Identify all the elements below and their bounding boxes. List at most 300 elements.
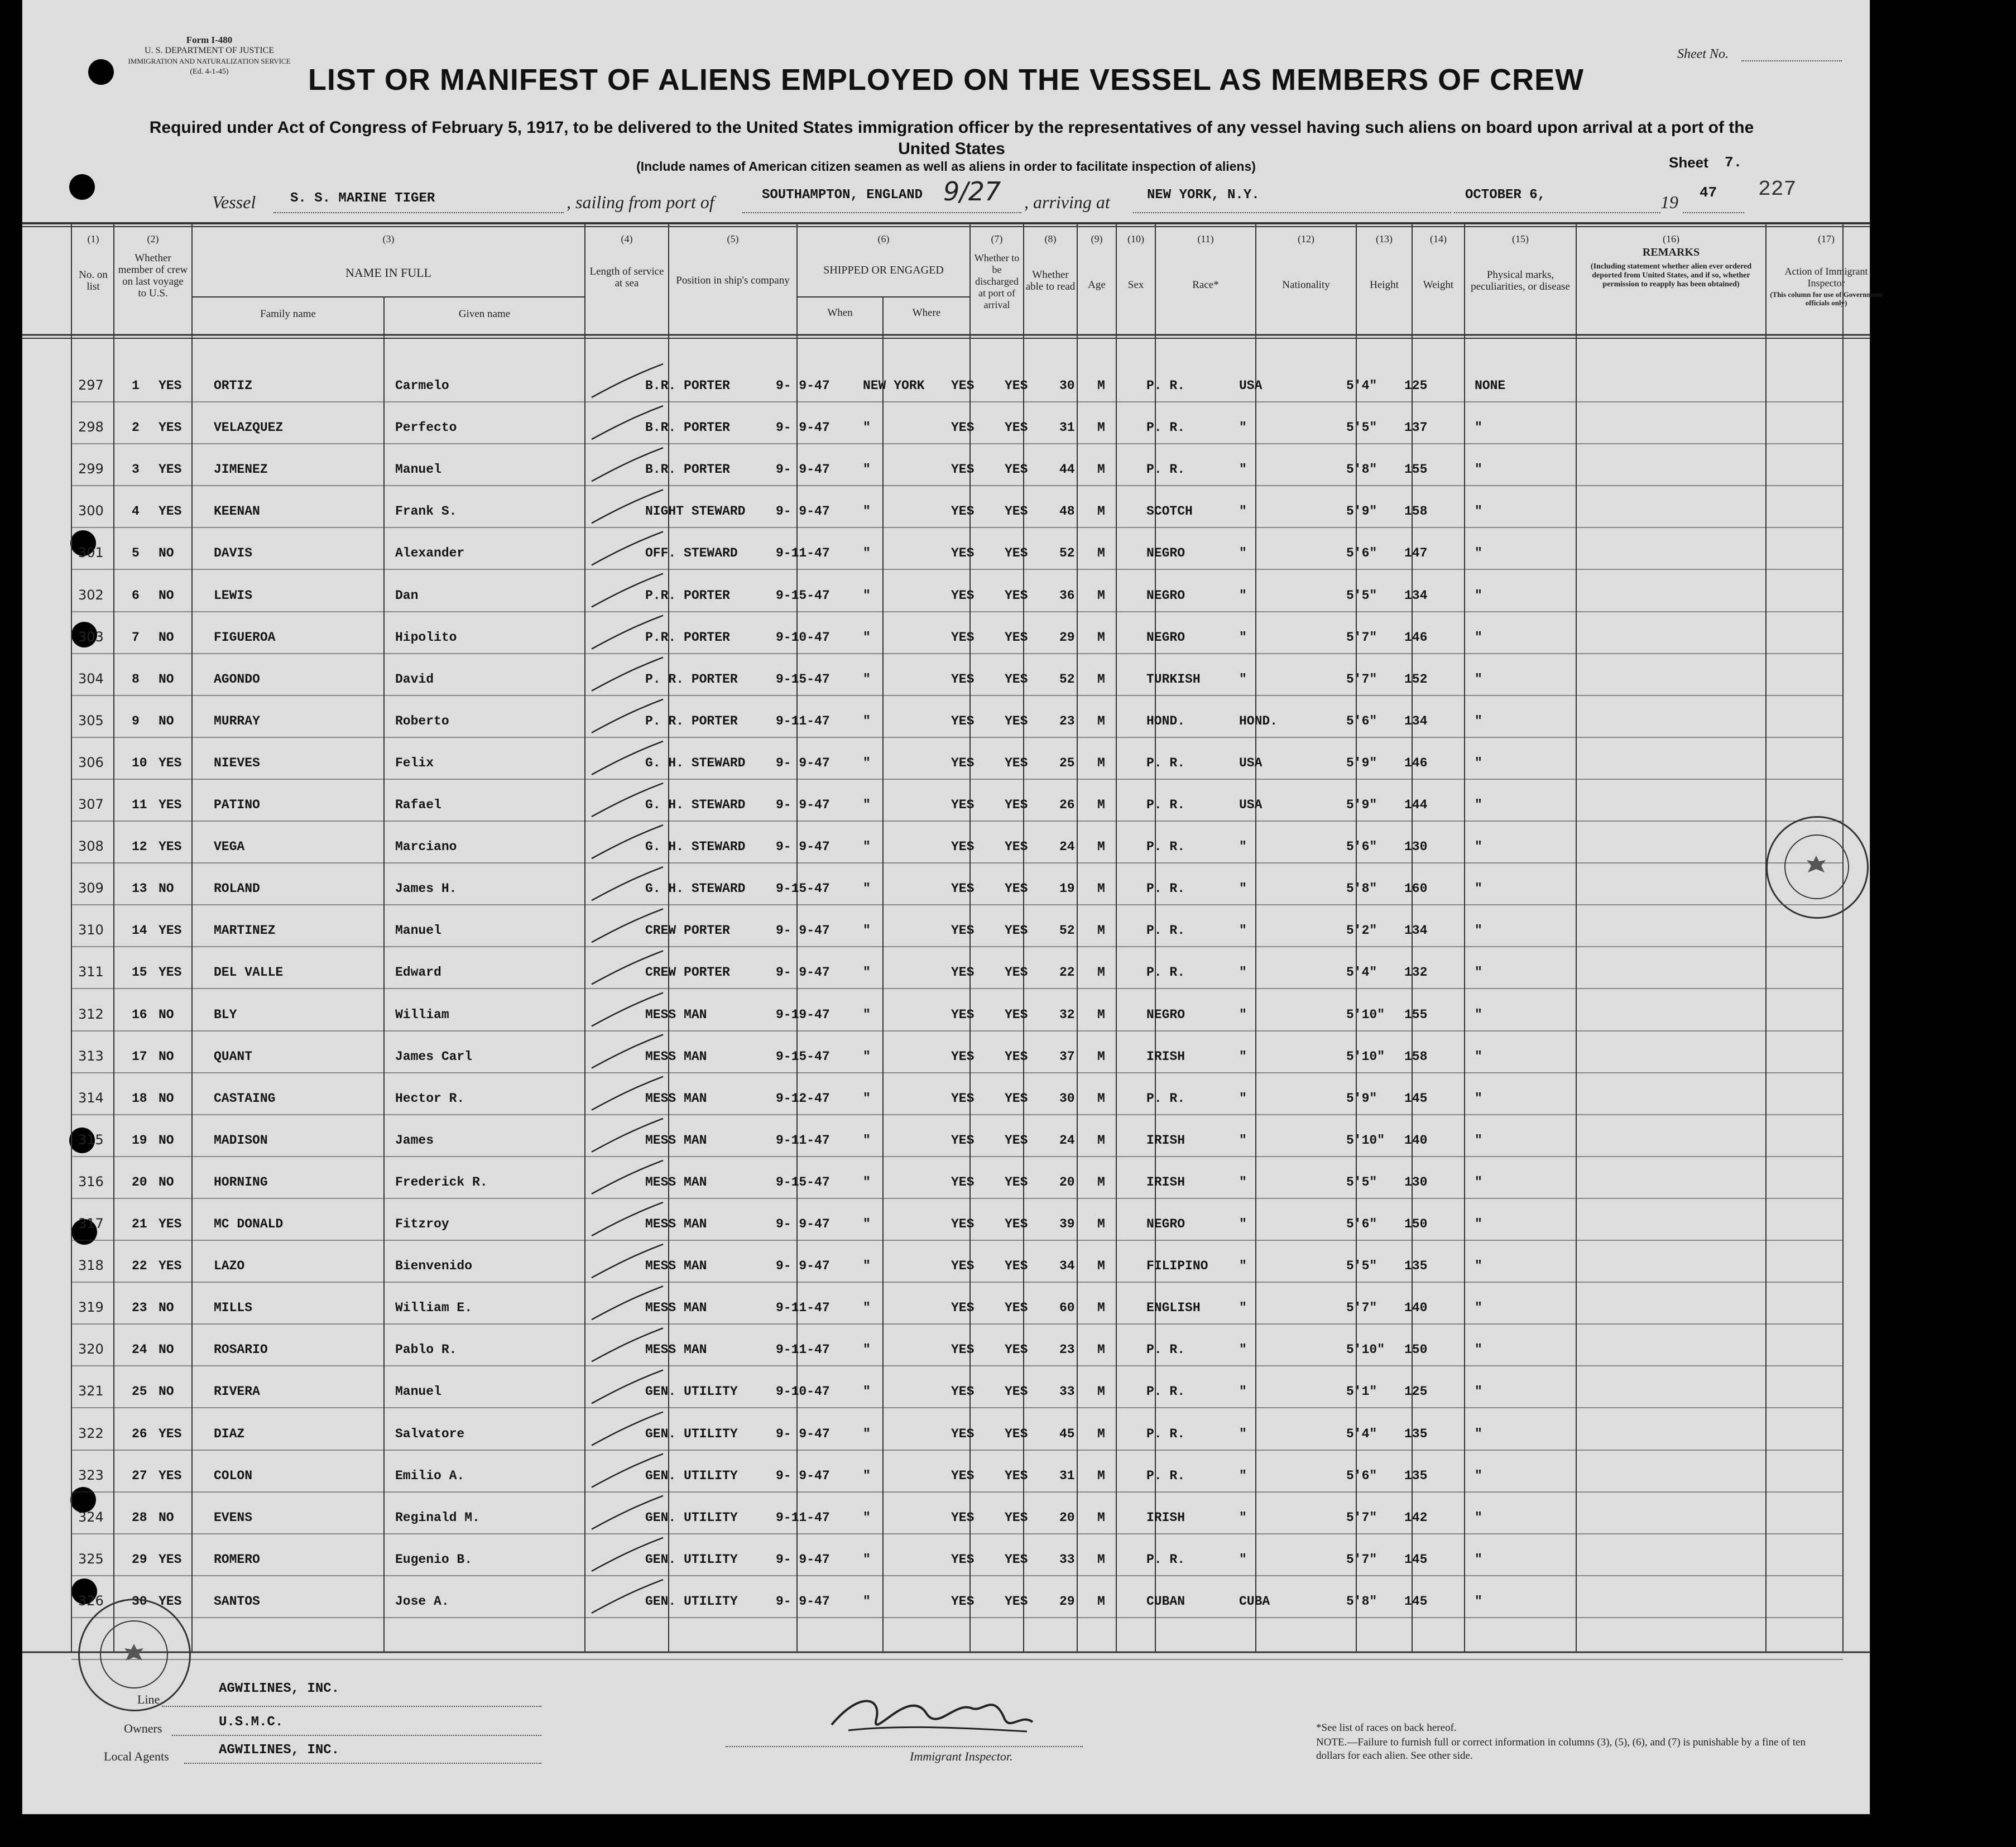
cell-physical-marks: " bbox=[1475, 420, 1482, 435]
cell-shipped-where: " bbox=[863, 1426, 871, 1441]
cell-given-name: Jose A. bbox=[395, 1594, 449, 1609]
cell-discharged: YES bbox=[951, 462, 975, 477]
cell-race: P. R. bbox=[1146, 378, 1185, 393]
cell-previous-voyage: YES bbox=[159, 1594, 182, 1609]
cell-able-to-read: YES bbox=[1005, 965, 1028, 980]
cell-able-to-read: YES bbox=[1005, 1342, 1028, 1357]
cell-family-name: VELAZQUEZ bbox=[214, 420, 284, 435]
cell-race: IRISH bbox=[1146, 1133, 1185, 1148]
cell-position: MESS MAN bbox=[645, 1091, 707, 1106]
cell-sex: M bbox=[1097, 1468, 1105, 1483]
form-service: IMMIGRATION AND NATURALIZATION SERVICE bbox=[128, 57, 291, 65]
cell-age: 37 bbox=[1059, 1049, 1075, 1064]
cell-shipped-where: " bbox=[863, 798, 871, 812]
cell-weight: 158 bbox=[1404, 504, 1428, 519]
cell-shipped-when: 9-10-47 bbox=[776, 1384, 830, 1399]
cell-physical-marks: " bbox=[1475, 798, 1482, 812]
cell-sex: M bbox=[1097, 713, 1105, 728]
cell-shipped-when: 9-12-47 bbox=[776, 1091, 830, 1106]
cell-weight: 130 bbox=[1404, 1174, 1428, 1189]
footer-line-value: AGWILINES, INC. bbox=[219, 1681, 340, 1696]
cell-physical-marks: " bbox=[1475, 755, 1482, 770]
cell-age: 32 bbox=[1059, 1007, 1075, 1022]
cell-given-name: Fitzroy bbox=[395, 1217, 449, 1231]
cell-discharged: YES bbox=[951, 1301, 975, 1316]
cell-height: 5'7" bbox=[1346, 1552, 1377, 1567]
cell-discharged: YES bbox=[951, 630, 975, 645]
cell-able-to-read: YES bbox=[1005, 630, 1028, 645]
cell-height: 5'4" bbox=[1346, 965, 1377, 980]
cell-able-to-read: YES bbox=[1005, 671, 1028, 687]
cell-family-name: LAZO bbox=[214, 1259, 245, 1274]
cell-no: 30 bbox=[132, 1594, 147, 1609]
cell-nationality: " bbox=[1239, 420, 1247, 435]
cell-weight: 140 bbox=[1404, 1301, 1428, 1316]
cell-sex: M bbox=[1097, 671, 1105, 687]
cell-sex: M bbox=[1097, 923, 1105, 938]
col-11-number: (11) bbox=[1197, 233, 1214, 244]
cell-able-to-read: YES bbox=[1005, 420, 1028, 435]
sailing-label: , sailing from port of bbox=[567, 192, 714, 212]
cell-height: 5'6" bbox=[1346, 1468, 1377, 1483]
cell-family-name: MC DONALD bbox=[214, 1217, 284, 1231]
cell-family-name: PATINO bbox=[214, 798, 260, 812]
footer-agents-value: AGWILINES, INC. bbox=[219, 1743, 340, 1758]
cell-line-number: 321 bbox=[78, 1383, 104, 1399]
cell-shipped-where: " bbox=[863, 713, 871, 728]
cell-line-number: 299 bbox=[78, 461, 104, 477]
cell-nationality: " bbox=[1239, 1217, 1247, 1231]
cell-height: 5'10" bbox=[1346, 1342, 1385, 1357]
cell-given-name: James bbox=[395, 1133, 434, 1148]
cell-physical-marks: " bbox=[1475, 839, 1482, 855]
col-14-header: Weight bbox=[1423, 279, 1454, 291]
cell-weight: 135 bbox=[1404, 1468, 1428, 1483]
cell-given-name: Eugenio B. bbox=[395, 1552, 473, 1567]
cell-line-number: 303 bbox=[78, 629, 104, 645]
col-7-header: Whether to be discharged at port of arrival bbox=[974, 252, 1020, 310]
cell-nationality: " bbox=[1239, 1007, 1247, 1022]
cell-height: 5'6" bbox=[1346, 546, 1377, 561]
cell-previous-voyage: NO bbox=[159, 713, 174, 728]
cell-race: P. R. bbox=[1146, 839, 1185, 855]
cell-shipped-when: 9- 9-47 bbox=[776, 965, 830, 980]
cell-shipped-when: 9-11-47 bbox=[776, 1342, 830, 1357]
cell-previous-voyage: NO bbox=[159, 1049, 174, 1064]
col-5-header: Position in ship's company bbox=[676, 275, 790, 286]
cell-previous-voyage: NO bbox=[159, 588, 174, 603]
cell-shipped-when: 9- 9-47 bbox=[776, 755, 830, 770]
cell-position: OFF. STEWARD bbox=[645, 546, 738, 561]
cell-sex: M bbox=[1097, 755, 1105, 770]
cell-no: 6 bbox=[132, 588, 140, 603]
cell-shipped-when: 9-15-47 bbox=[776, 881, 830, 896]
cell-previous-voyage: NO bbox=[159, 546, 174, 561]
cell-able-to-read: YES bbox=[1005, 546, 1028, 561]
cell-family-name: RIVERA bbox=[214, 1384, 260, 1399]
col-6-where-header: Where bbox=[912, 307, 941, 319]
cell-no: 24 bbox=[132, 1342, 147, 1357]
col-12-header: Nationality bbox=[1282, 279, 1330, 291]
cell-given-name: Edward bbox=[395, 965, 441, 980]
cell-physical-marks: " bbox=[1475, 1133, 1482, 1148]
departure-handwritten: 9/27 bbox=[943, 176, 1001, 207]
cell-weight: 147 bbox=[1404, 546, 1428, 561]
cell-able-to-read: YES bbox=[1005, 378, 1028, 393]
col-5-number: (5) bbox=[727, 233, 739, 244]
footer-owners-rule bbox=[172, 1735, 541, 1736]
cell-sex: M bbox=[1097, 378, 1105, 393]
cell-given-name: Perfecto bbox=[395, 420, 457, 435]
cell-weight: 142 bbox=[1404, 1510, 1428, 1525]
cell-no: 25 bbox=[132, 1384, 147, 1399]
cell-nationality: HOND. bbox=[1239, 713, 1278, 728]
form-department: U. S. DEPARTMENT OF JUSTICE bbox=[145, 46, 274, 55]
cell-line-number: 305 bbox=[78, 712, 104, 728]
cell-shipped-when: 9- 9-47 bbox=[776, 1217, 830, 1231]
cell-line-number: 306 bbox=[78, 754, 104, 770]
cell-discharged: YES bbox=[951, 671, 975, 687]
cell-no: 17 bbox=[132, 1049, 147, 1064]
cell-height: 5'8" bbox=[1346, 1594, 1377, 1609]
cell-nationality: " bbox=[1239, 504, 1247, 519]
cell-discharged: YES bbox=[951, 1426, 975, 1441]
cell-position: P. R. PORTER bbox=[645, 713, 738, 728]
cell-sex: M bbox=[1097, 965, 1105, 980]
cell-no: 3 bbox=[132, 462, 140, 477]
inspector-rule bbox=[726, 1746, 1083, 1747]
cell-position: GEN. UTILITY bbox=[645, 1426, 738, 1441]
cell-given-name: Alexander bbox=[395, 546, 465, 561]
cell-previous-voyage: YES bbox=[159, 504, 182, 519]
cell-physical-marks: " bbox=[1475, 1174, 1482, 1189]
cell-weight: 150 bbox=[1404, 1342, 1428, 1357]
cell-discharged: YES bbox=[951, 881, 975, 896]
cell-previous-voyage: YES bbox=[159, 462, 182, 477]
cell-shipped-when: 9- 9-47 bbox=[776, 1468, 830, 1483]
col-1-header: No. on list bbox=[79, 269, 108, 292]
cell-age: 23 bbox=[1059, 1342, 1075, 1357]
cell-shipped-where: " bbox=[863, 839, 871, 855]
cell-given-name: Hector R. bbox=[395, 1091, 465, 1106]
cell-no: 4 bbox=[132, 504, 140, 519]
cell-shipped-when: 9- 9-47 bbox=[776, 462, 830, 477]
cell-shipped-when: 9-19-47 bbox=[776, 1007, 830, 1022]
cell-weight: 155 bbox=[1404, 462, 1428, 477]
cell-line-number: 315 bbox=[78, 1131, 104, 1148]
cell-line-number: 316 bbox=[78, 1173, 104, 1189]
cell-family-name: HORNING bbox=[214, 1174, 268, 1189]
cell-no: 9 bbox=[132, 713, 140, 728]
to-port: NEW YORK, N.Y. bbox=[1147, 188, 1260, 203]
page-subtitle: Required under Act of Congress of February 5, 1917, to be delivered to the United States immigration officer by the representatives of any vessel having such aliens on board upon arrival at a port of the United States bbox=[149, 118, 1754, 158]
cell-nationality: " bbox=[1239, 1091, 1247, 1106]
cell-given-name: David bbox=[395, 671, 434, 687]
cell-shipped-where: " bbox=[863, 1510, 871, 1525]
cell-shipped-when: 9-10-47 bbox=[776, 630, 830, 645]
col-15-number: (15) bbox=[1512, 233, 1529, 244]
cell-given-name: James Carl bbox=[395, 1049, 473, 1064]
cell-previous-voyage: YES bbox=[159, 798, 182, 812]
inspector-label: Immigrant Inspector. bbox=[910, 1749, 1013, 1763]
cell-shipped-where: " bbox=[863, 923, 871, 938]
cell-age: 45 bbox=[1059, 1426, 1075, 1441]
cell-previous-voyage: NO bbox=[159, 671, 174, 687]
cell-age: 33 bbox=[1059, 1552, 1075, 1567]
cell-able-to-read: YES bbox=[1005, 713, 1028, 728]
cell-race: TURKISH bbox=[1146, 671, 1201, 687]
cell-previous-voyage: YES bbox=[159, 420, 182, 435]
cell-sex: M bbox=[1097, 1552, 1105, 1567]
cell-no: 11 bbox=[132, 798, 147, 812]
col-6-header: SHIPPED OR ENGAGED bbox=[823, 264, 944, 276]
cell-able-to-read: YES bbox=[1005, 1384, 1028, 1399]
cell-given-name: Manuel bbox=[395, 923, 441, 938]
cell-line-number: 320 bbox=[78, 1341, 104, 1357]
cell-position: G. H. STEWARD bbox=[645, 755, 746, 770]
cell-nationality: " bbox=[1239, 881, 1247, 896]
cell-discharged: YES bbox=[951, 1133, 975, 1148]
cell-sex: M bbox=[1097, 1174, 1105, 1189]
cell-no: 14 bbox=[132, 923, 147, 938]
cell-previous-voyage: NO bbox=[159, 1510, 174, 1525]
cell-no: 20 bbox=[132, 1174, 147, 1189]
cell-sex: M bbox=[1097, 1301, 1105, 1316]
cell-previous-voyage: NO bbox=[159, 1133, 174, 1148]
cell-nationality: " bbox=[1239, 1384, 1247, 1399]
cell-given-name: William bbox=[395, 1007, 449, 1022]
cell-previous-voyage: NO bbox=[159, 1007, 174, 1022]
footer-agents-label: Local Agents bbox=[104, 1749, 169, 1763]
cell-age: 52 bbox=[1059, 546, 1075, 561]
cell-position: B.R. PORTER bbox=[645, 378, 730, 393]
cell-shipped-where: " bbox=[863, 671, 871, 687]
cell-height: 5'9" bbox=[1346, 755, 1377, 770]
cell-physical-marks: " bbox=[1475, 671, 1482, 687]
cell-no: 19 bbox=[132, 1133, 147, 1148]
cell-position: GEN. UTILITY bbox=[645, 1468, 738, 1483]
cell-position: B.R. PORTER bbox=[645, 462, 730, 477]
cell-shipped-where: " bbox=[863, 462, 871, 477]
cell-previous-voyage: NO bbox=[159, 1342, 174, 1357]
cell-shipped-where: " bbox=[863, 1259, 871, 1274]
cell-age: 24 bbox=[1059, 1133, 1075, 1148]
cell-family-name: SANTOS bbox=[214, 1594, 260, 1609]
cell-given-name: Dan bbox=[395, 588, 419, 603]
cell-race: NEGRO bbox=[1146, 630, 1185, 645]
cell-position: G. H. STEWARD bbox=[645, 798, 746, 812]
cell-shipped-where: " bbox=[863, 1594, 871, 1609]
cell-given-name: William E. bbox=[395, 1301, 473, 1316]
cell-weight: 125 bbox=[1404, 1384, 1428, 1399]
cell-shipped-where: " bbox=[863, 1049, 871, 1064]
cell-sex: M bbox=[1097, 462, 1105, 477]
cell-discharged: YES bbox=[951, 965, 975, 980]
cell-race: NEGRO bbox=[1146, 546, 1185, 561]
consulate-stamp-bottom bbox=[78, 1599, 191, 1711]
include-note: (Include names of American citizen seamen as well as aliens in order to facilitate inspection of aliens) bbox=[636, 159, 1256, 174]
year-prefix: 19 bbox=[1660, 192, 1678, 212]
cell-line-number: 309 bbox=[78, 880, 104, 896]
cell-weight: 155 bbox=[1404, 1007, 1428, 1022]
cell-position: GEN. UTILITY bbox=[645, 1594, 738, 1609]
cell-sex: M bbox=[1097, 1091, 1105, 1106]
cell-nationality: " bbox=[1239, 1510, 1247, 1525]
footer-owners-value: U.S.M.C. bbox=[219, 1715, 284, 1730]
consulate-stamp bbox=[1766, 816, 1869, 919]
cell-weight: 152 bbox=[1404, 671, 1428, 687]
cell-discharged: YES bbox=[951, 1468, 975, 1483]
cell-previous-voyage: NO bbox=[159, 630, 174, 645]
cell-position: B.R. PORTER bbox=[645, 420, 730, 435]
cell-nationality: " bbox=[1239, 1301, 1247, 1316]
cell-height: 5'4" bbox=[1346, 1426, 1377, 1441]
cell-position: G. H. STEWARD bbox=[645, 881, 746, 896]
cell-shipped-where: " bbox=[863, 504, 871, 519]
cell-race: P. R. bbox=[1146, 965, 1185, 980]
arriving-label: , arriving at bbox=[1024, 192, 1110, 212]
cell-family-name: KEENAN bbox=[214, 504, 260, 519]
cell-age: 52 bbox=[1059, 923, 1075, 938]
cell-sex: M bbox=[1097, 630, 1105, 645]
cell-family-name: MILLS bbox=[214, 1301, 253, 1316]
cell-weight: 125 bbox=[1404, 378, 1428, 393]
cell-shipped-when: 9-11-47 bbox=[776, 1133, 830, 1148]
col-10-number: (10) bbox=[1127, 233, 1144, 244]
cell-race: NEGRO bbox=[1146, 1217, 1185, 1231]
cell-height: 5'7" bbox=[1346, 1301, 1377, 1316]
cell-height: 5'10" bbox=[1346, 1007, 1385, 1022]
cell-shipped-when: 9- 9-47 bbox=[776, 378, 830, 393]
cell-nationality: " bbox=[1239, 588, 1247, 603]
col-9-number: (9) bbox=[1091, 233, 1103, 244]
cell-able-to-read: YES bbox=[1005, 504, 1028, 519]
cell-discharged: YES bbox=[951, 1552, 975, 1567]
cell-race: FILIPINO bbox=[1146, 1259, 1208, 1274]
col-4-number: (4) bbox=[621, 233, 633, 244]
cell-able-to-read: YES bbox=[1005, 588, 1028, 603]
cell-sex: M bbox=[1097, 1217, 1105, 1231]
from-port: SOUTHAMPTON, ENGLAND bbox=[762, 188, 923, 203]
cell-physical-marks: " bbox=[1475, 923, 1482, 938]
cell-given-name: Felix bbox=[395, 755, 434, 770]
cell-given-name: Manuel bbox=[395, 1384, 441, 1399]
col-16-header: REMARKS bbox=[1642, 246, 1700, 258]
cell-sex: M bbox=[1097, 1007, 1105, 1022]
cell-shipped-when: 9-11-47 bbox=[776, 1301, 830, 1316]
cell-no: 21 bbox=[132, 1217, 147, 1231]
cell-race: P. R. bbox=[1146, 1091, 1185, 1106]
cell-race: NEGRO bbox=[1146, 588, 1185, 603]
cell-shipped-where: NEW YORK bbox=[863, 378, 925, 393]
cell-position: MESS MAN bbox=[645, 1133, 707, 1148]
cell-family-name: MARTINEZ bbox=[214, 923, 276, 938]
cell-race: P. R. bbox=[1146, 798, 1185, 812]
stamp-number: 227 bbox=[1758, 177, 1797, 202]
cell-able-to-read: YES bbox=[1005, 1426, 1028, 1441]
cell-age: 26 bbox=[1059, 798, 1075, 812]
cell-given-name: Rafael bbox=[395, 798, 441, 812]
cell-age: 29 bbox=[1059, 1594, 1075, 1609]
cell-shipped-when: 9-11-47 bbox=[776, 1510, 830, 1525]
cell-family-name: LEWIS bbox=[214, 588, 253, 603]
cell-given-name: Hipolito bbox=[395, 630, 457, 645]
cell-weight: 132 bbox=[1404, 965, 1428, 980]
cell-line-number: 313 bbox=[78, 1048, 104, 1064]
col-13-number: (13) bbox=[1376, 233, 1393, 244]
form-number: Form I-480 bbox=[186, 35, 233, 45]
cell-line-number: 304 bbox=[78, 670, 104, 687]
cell-discharged: YES bbox=[951, 378, 975, 393]
arrival-date: OCTOBER 6, bbox=[1465, 188, 1546, 203]
cell-weight: 145 bbox=[1404, 1552, 1428, 1567]
cell-height: 5'9" bbox=[1346, 504, 1377, 519]
cell-given-name: Carmelo bbox=[395, 378, 449, 393]
cell-weight: 137 bbox=[1404, 420, 1428, 435]
eagle-seal-icon bbox=[1802, 852, 1830, 880]
cell-shipped-when: 9-15-47 bbox=[776, 588, 830, 603]
cell-previous-voyage: NO bbox=[159, 1091, 174, 1106]
col-8-header: Whether able to read bbox=[1025, 269, 1076, 292]
cell-discharged: YES bbox=[951, 1259, 975, 1274]
form-edition: (Ed. 4-1-45) bbox=[190, 68, 229, 76]
cell-sex: M bbox=[1097, 1342, 1105, 1357]
cell-given-name: Salvatore bbox=[395, 1426, 465, 1441]
cell-given-name: Frank S. bbox=[395, 504, 457, 519]
footer-owners-label: Owners bbox=[124, 1721, 162, 1735]
cell-previous-voyage: YES bbox=[159, 1259, 182, 1274]
cell-physical-marks: " bbox=[1475, 504, 1482, 519]
cell-race: P. R. bbox=[1146, 420, 1185, 435]
sheet-value: 7. bbox=[1725, 154, 1743, 171]
cell-nationality: " bbox=[1239, 1259, 1247, 1274]
cell-no: 16 bbox=[132, 1007, 147, 1022]
cell-weight: 158 bbox=[1404, 1049, 1428, 1064]
cell-line-number: 301 bbox=[78, 545, 104, 561]
cell-previous-voyage: YES bbox=[159, 1426, 182, 1441]
cell-nationality: USA bbox=[1239, 798, 1263, 812]
cell-race: P. R. bbox=[1146, 1384, 1185, 1399]
cell-race: P. R. bbox=[1146, 1552, 1185, 1567]
cell-height: 5'10" bbox=[1346, 1049, 1385, 1064]
cell-no: 27 bbox=[132, 1468, 147, 1483]
cell-shipped-where: " bbox=[863, 965, 871, 980]
cell-physical-marks: " bbox=[1475, 588, 1482, 603]
cell-race: IRISH bbox=[1146, 1510, 1185, 1525]
cell-race: ENGLISH bbox=[1146, 1301, 1201, 1316]
col-14-number: (14) bbox=[1430, 233, 1447, 244]
cell-age: 36 bbox=[1059, 588, 1075, 603]
cell-shipped-where: " bbox=[863, 630, 871, 645]
cell-no: 8 bbox=[132, 671, 140, 687]
cell-sex: M bbox=[1097, 1259, 1105, 1274]
cell-shipped-where: " bbox=[863, 1468, 871, 1483]
cell-sex: M bbox=[1097, 798, 1105, 812]
cell-no: 29 bbox=[132, 1552, 147, 1567]
cell-previous-voyage: NO bbox=[159, 881, 174, 896]
col-2-header: Whether member of crew on last voyage to U.S. bbox=[118, 252, 188, 299]
col-15-header: Physical marks, peculiarities, or disease bbox=[1471, 269, 1570, 292]
col-3-number: (3) bbox=[382, 233, 395, 244]
cell-position: MESS MAN bbox=[645, 1174, 707, 1189]
cell-discharged: YES bbox=[951, 1342, 975, 1357]
cell-sex: M bbox=[1097, 1594, 1105, 1609]
cell-sex: M bbox=[1097, 1510, 1105, 1525]
cell-discharged: YES bbox=[951, 1091, 975, 1106]
cell-position: G. H. STEWARD bbox=[645, 839, 746, 855]
manifest-page bbox=[22, 0, 1883, 1814]
cell-nationality: " bbox=[1239, 630, 1247, 645]
